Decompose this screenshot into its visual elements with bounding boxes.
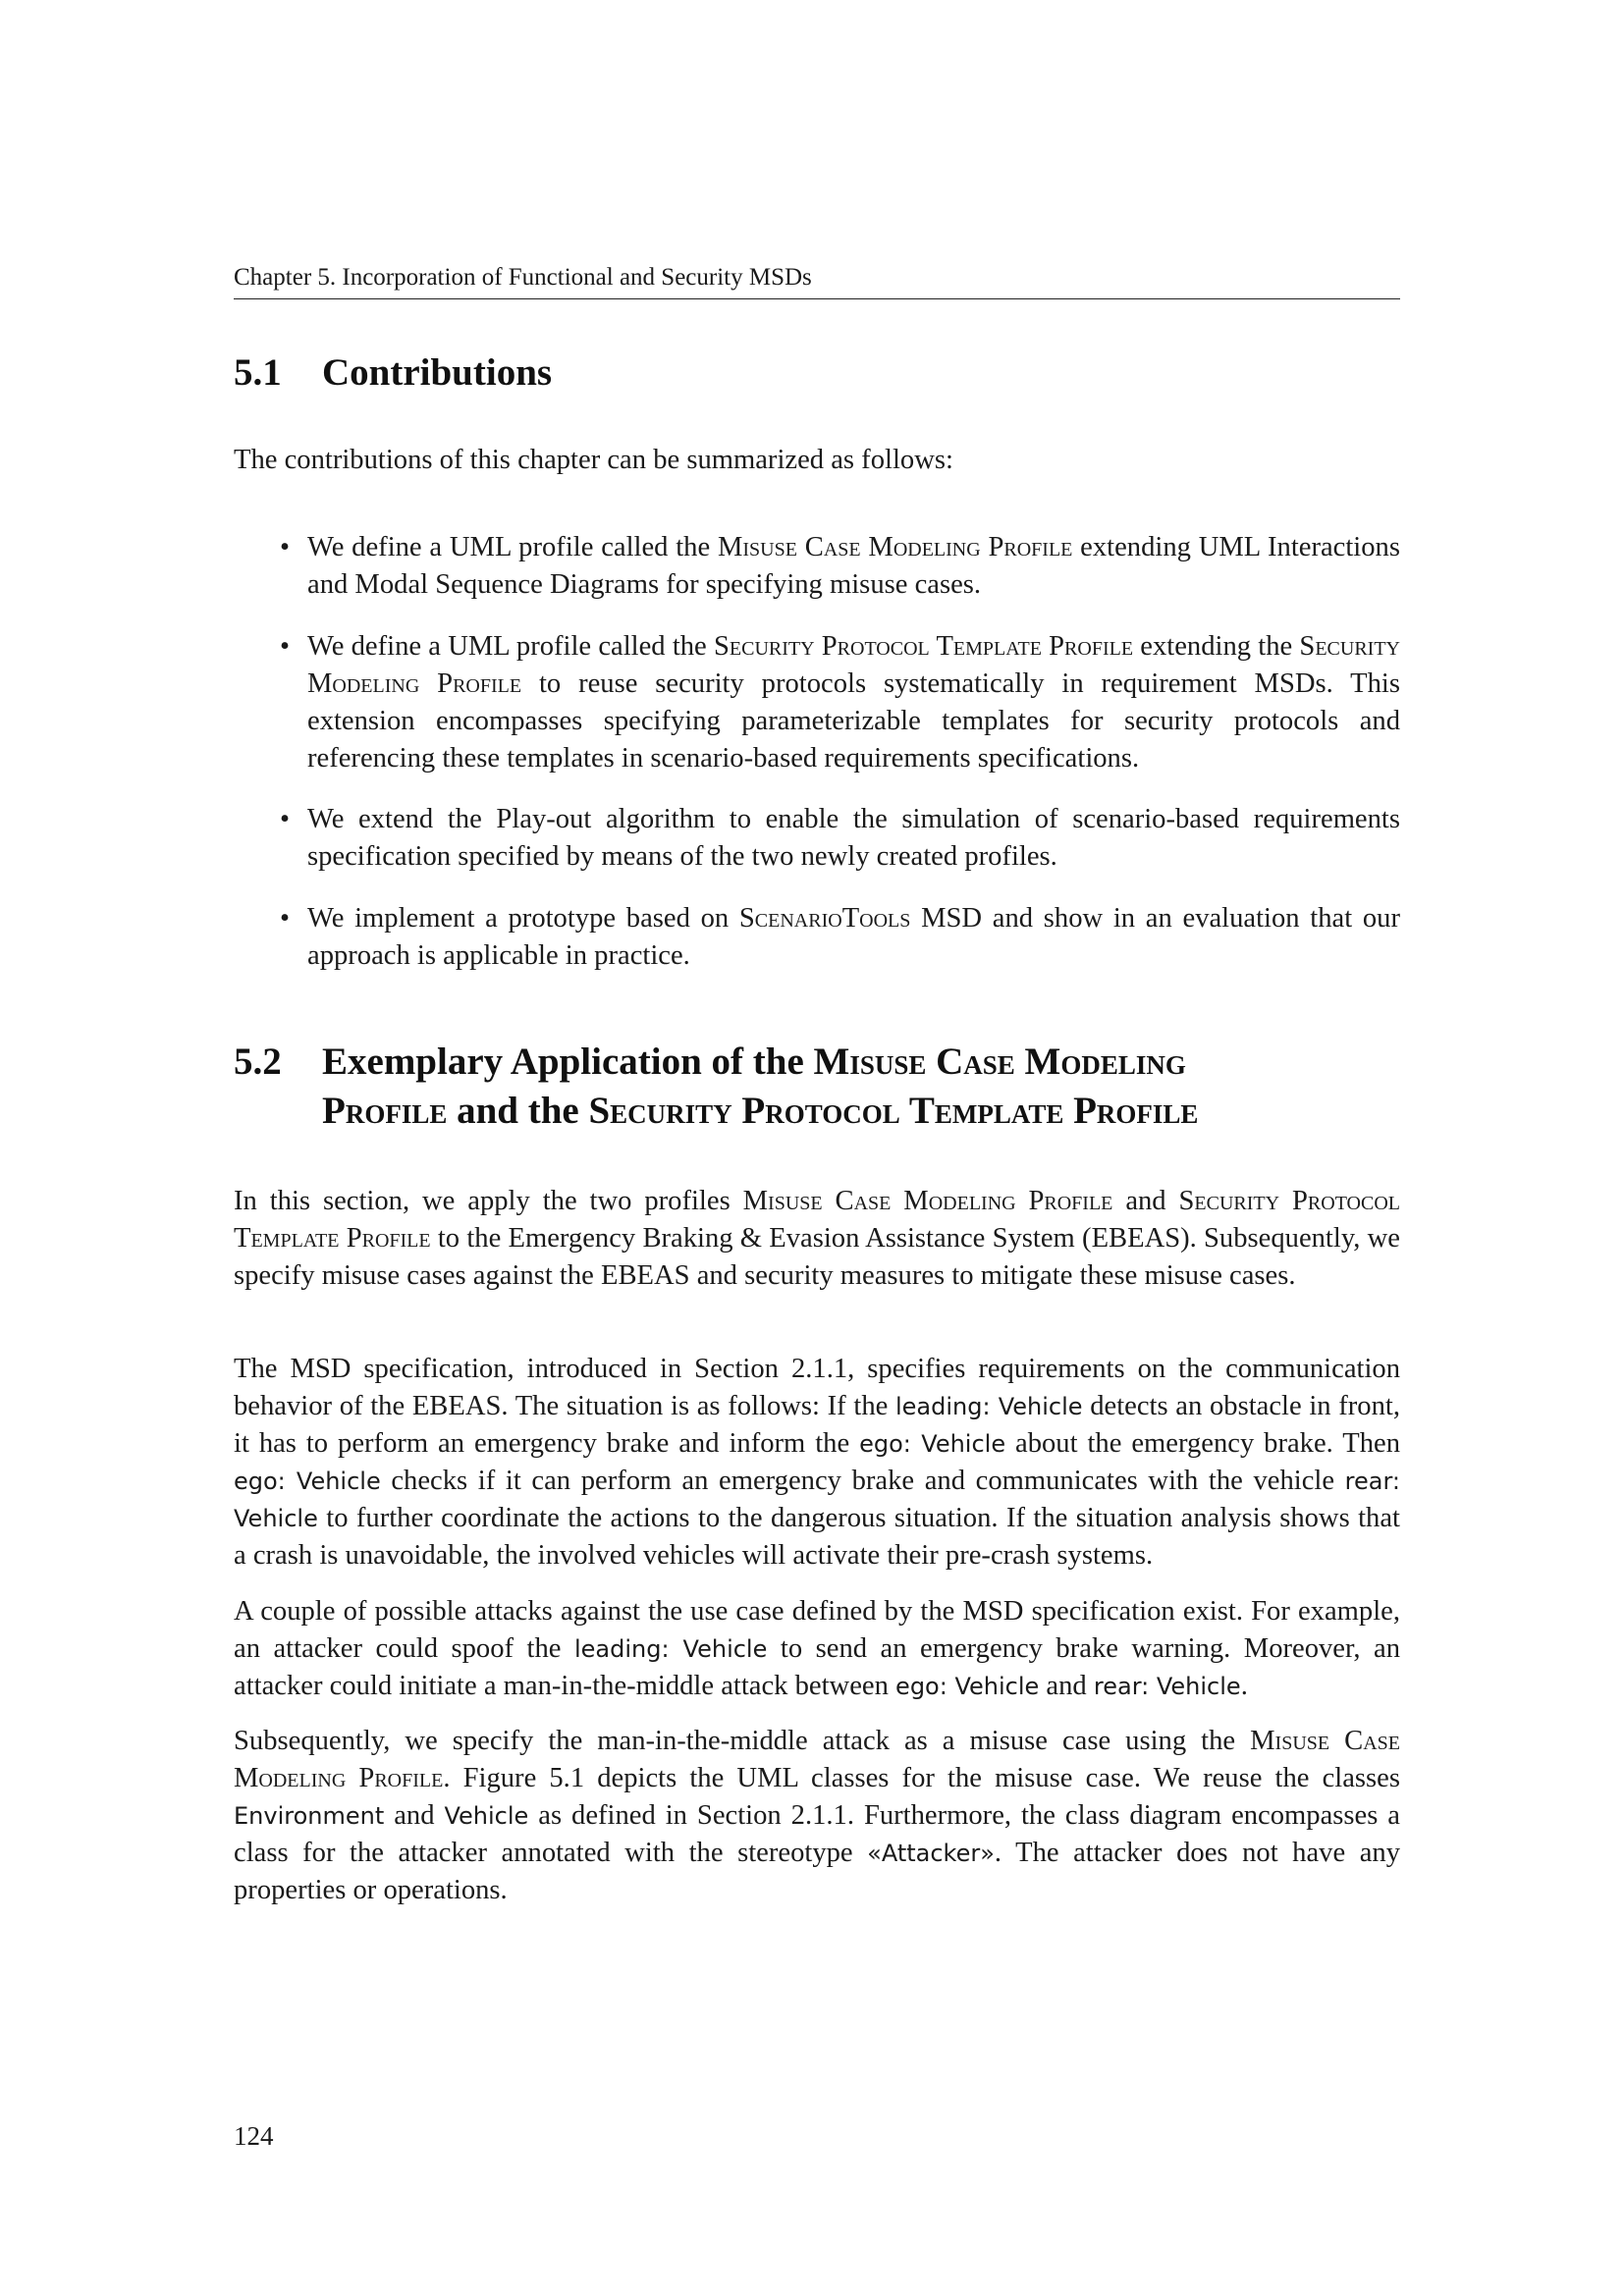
list-item: • We extend the Play-out algorithm to enable the simulation of scenario-based requirements specification specified by means of the two newly created profiles.	[280, 804, 1400, 872]
section-title: Contributions	[322, 351, 553, 394]
running-header	[234, 263, 1400, 299]
section-number: 5.1	[234, 351, 282, 394]
section-heading-5-2	[234, 1039, 282, 1086]
section-title-line-1: Exemplary Application of the Misuse Case Modeling	[322, 1041, 1186, 1083]
paragraph-misuse-case: Subsequently, we specify the man-in-the-middle attack as a misuse case using the Misuse Case Modeling Profile. Figure 5.1 depicts the UML classes for the misuse case. We reuse the classes Environment and Vehicle as defined in Section 2.1.1. Furthermore, the class diagram encompasses a class for the attacker annotated with the stereotype «Attacker». The attacker does not have any properties or operations.	[234, 1726, 1401, 1905]
list-item: • We implement a prototype based on ScenarioTools MSD and show in an evaluation that our approach is applicable in practice.	[280, 903, 1400, 971]
running-header-title: Chapter 5. Incorporation of Functional and Security MSDs	[234, 264, 812, 291]
tool-name: ScenarioTools	[738, 903, 911, 934]
profile-name: Security Modeling Profile	[307, 631, 1400, 699]
section-number: 5.2	[234, 1041, 282, 1083]
list-item: • We define a UML profile called the Security Protocol Template Profile extending the Security Modeling Profile to reuse security protocols systematically in requirement MSDs. This extension encompasses specifying parameterizable templates for security protocols and referencing these templates in scenario-based requirements specifications.	[280, 631, 1400, 774]
paragraph-msd-specification: The MSD specification, introduced in Section 2.1.1, specifies requirements on the communication behavior of the EBEAS. The situation is as follows: If the leading: Vehicle detects an obstacle in front, it has to perform an emergency brake and inform the ego: Vehicle about the emergency brake. Then ego: Vehicle checks if it can perform an emergency brake and communicates with the vehicle rear: Vehicle to further coordinate the actions to the dangerous situation. If the situation analysis shows that a crash is unavoidable, the involved vehicles will activate their pre-crash systems.	[234, 1354, 1400, 1571]
section-title-line-2: Profile and the Security Protocol Template Profile	[322, 1090, 1199, 1132]
contributions-intro: The contributions of this chapter can be summarized as follows:	[234, 445, 953, 475]
profile-name: Misuse Case Modeling Profile	[717, 532, 1073, 562]
list-item: • We define a UML profile called the Misuse Case Modeling Profile extending UML Interactions and Modal Sequence Diagrams for specifying misuse cases.	[280, 532, 1400, 600]
paragraph-application-intro: In this section, we apply the two profiles Misuse Case Modeling Profile and Security Protocol Template Profile to the Emergency Braking & Evasion Assistance System (EBEAS). Subsequently, we specify misuse cases against the EBEAS and security measures to mitigate these misuse cases.	[234, 1186, 1400, 1291]
section-heading-5-1	[234, 349, 552, 397]
page-number: 124	[234, 2121, 274, 2151]
paragraph-possible-attacks: A couple of possible attacks against the use case defined by the MSD specification exist. For example, an attacker could spoof the leading: Vehicle to send an emergency brake warning. Moreover, an attacker could initiate a man-in-the-middle attack between ego: Vehicle and rear: Vehicle.	[234, 1596, 1401, 1701]
profile-name: Security Protocol Template Profile	[713, 631, 1134, 662]
